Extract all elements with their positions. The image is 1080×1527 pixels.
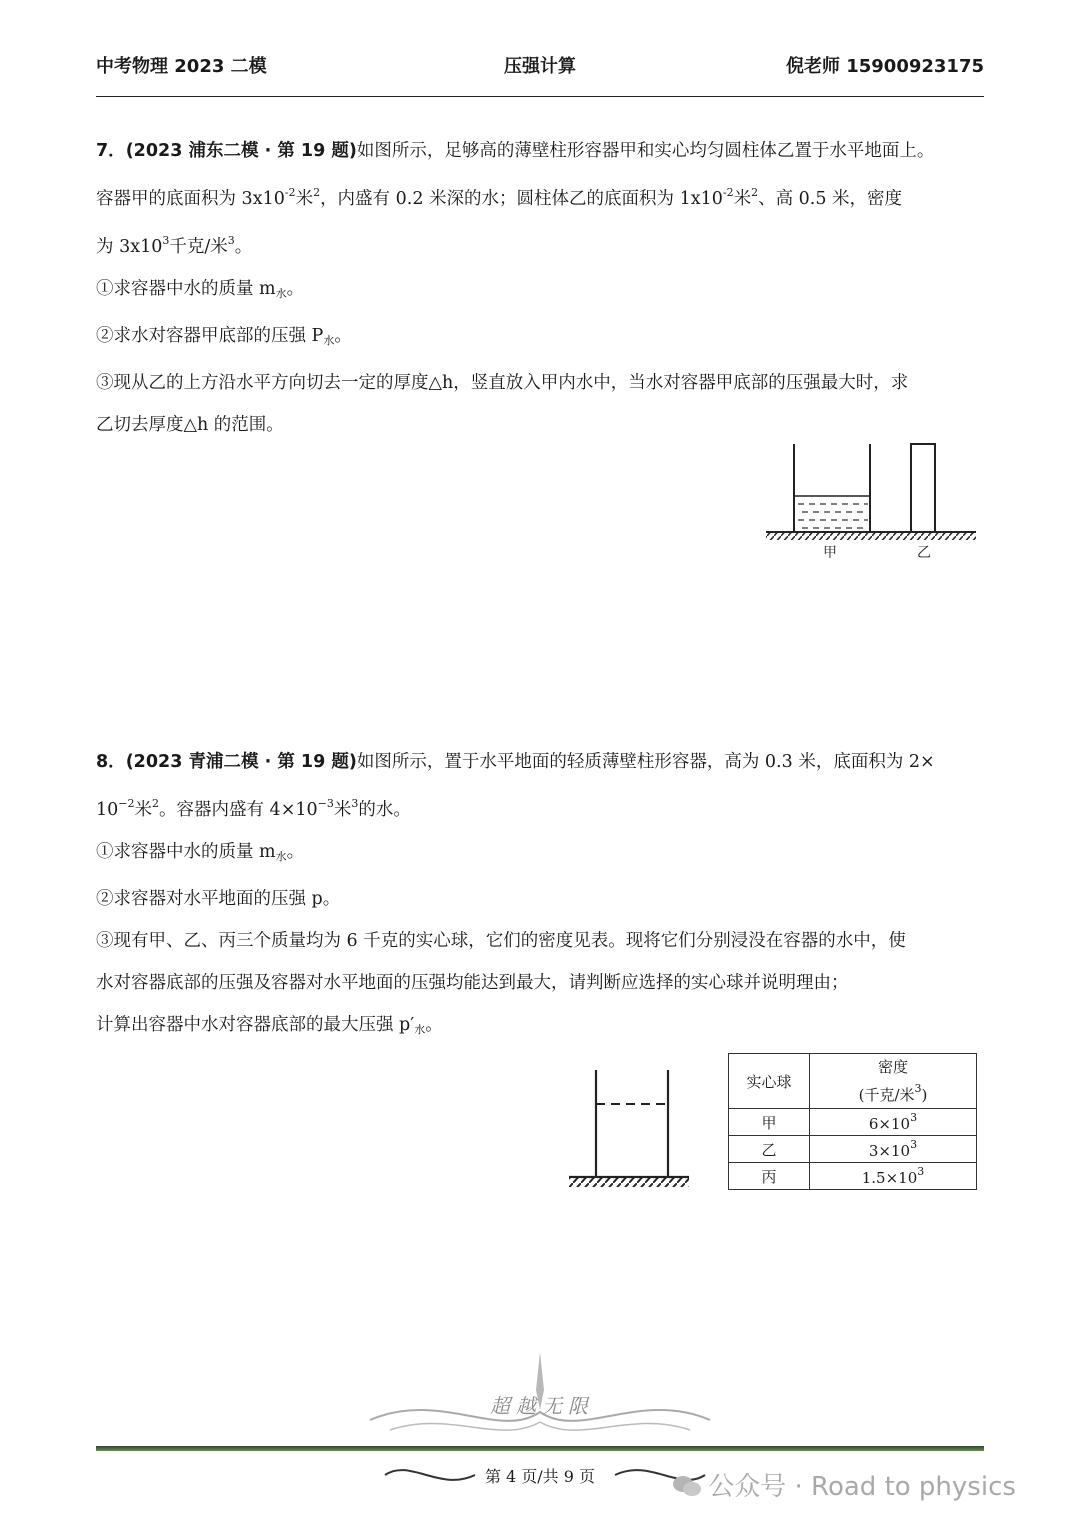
q8-l2-exp4: 3 bbox=[351, 797, 359, 810]
q8-p3c: 计算出容器中水对容器底部的最大压强 p′ bbox=[96, 1015, 415, 1035]
density-unit-end: ) bbox=[921, 1086, 928, 1104]
ball-density bbox=[810, 1163, 977, 1190]
q8-line-2 bbox=[96, 783, 986, 831]
header-teacher: 倪老师 15900923175 bbox=[785, 56, 984, 77]
ball-density bbox=[810, 1109, 977, 1136]
q8-l2a: 10 bbox=[96, 800, 119, 820]
footer-logo-text: 超越无限 bbox=[490, 1394, 594, 1418]
q7-l3a: 为 3x10 bbox=[96, 237, 163, 257]
q8-l2b: 米 bbox=[134, 800, 152, 820]
q8-line-1 bbox=[96, 741, 986, 783]
ball-name: 丙 bbox=[729, 1163, 810, 1190]
q7-p2-end: 。 bbox=[334, 326, 352, 346]
density-exp: 3 bbox=[910, 1138, 918, 1151]
q7-l3b: 千克/米 bbox=[169, 237, 228, 257]
q7-l3c: 。 bbox=[234, 237, 253, 257]
q7-line-2 bbox=[96, 172, 986, 220]
page-number: 第 4 页/共 9 页 bbox=[484, 1467, 596, 1486]
ball-name: 甲 bbox=[729, 1109, 810, 1136]
q7-p1: ①求容器中水的质量 m bbox=[96, 279, 276, 299]
density-unit-exp: 3 bbox=[914, 1082, 922, 1095]
q7-part-2 bbox=[96, 315, 986, 362]
q8-l2-exp2: 2 bbox=[152, 797, 159, 810]
q7-container-jia bbox=[794, 444, 870, 532]
table-row bbox=[729, 1136, 977, 1163]
q8-part-3a: ③现有甲、乙、丙三个质量均为 6 千克的实心球，它们的密度见表。现将它们分别浸没在容器的水中，使 bbox=[96, 931, 906, 951]
q8-part-3c bbox=[96, 1004, 986, 1051]
q7-l2c: ，内盛有 0.2 米深的水；圆柱体乙的底面积为 1x10 bbox=[320, 189, 723, 209]
q7-p2: ②求水对容器甲底部的压强 P bbox=[96, 326, 324, 346]
q7-l2a: 容器甲的底面积为 3x10 bbox=[96, 189, 285, 209]
density-unit: (千克/米 bbox=[858, 1086, 915, 1104]
table-header-ball: 实心球 bbox=[729, 1054, 810, 1109]
q8-text bbox=[96, 741, 986, 1051]
q8-part-2: ②求容器对水平地面的压强 p。 bbox=[96, 889, 341, 909]
q7-l3-exp1: 3 bbox=[162, 234, 170, 247]
q7-l2d: 米 bbox=[733, 189, 752, 209]
ball-name: 乙 bbox=[729, 1136, 810, 1163]
q7-p2-sub: 水 bbox=[323, 334, 335, 347]
table-row bbox=[729, 1163, 977, 1190]
q8-p3-sub: 水 bbox=[414, 1023, 426, 1036]
table-row bbox=[729, 1109, 977, 1136]
density-exp: 3 bbox=[917, 1165, 925, 1178]
density-header-l2 bbox=[810, 1078, 976, 1106]
q8-l2-exp3: −3 bbox=[317, 797, 334, 810]
q7-figure bbox=[760, 440, 990, 565]
q7-l3-exp2: 3 bbox=[227, 234, 235, 247]
header-divider bbox=[96, 96, 984, 97]
q7-l2-exp4: 2 bbox=[751, 186, 759, 199]
ball-density bbox=[810, 1136, 977, 1163]
q8-p1-sub: 水 bbox=[275, 850, 287, 863]
density-header-l1: 密度 bbox=[877, 1058, 908, 1076]
header-topic: 压强计算 bbox=[504, 56, 576, 77]
q7-line1-text: 如图所示，足够高的薄壁柱形容器甲和实心均匀圆柱体乙置于水平地面上。 bbox=[356, 141, 935, 161]
q8-figure bbox=[565, 1066, 695, 1190]
table-header-row bbox=[729, 1054, 977, 1109]
q7-line-3 bbox=[96, 220, 986, 268]
q8-part-3b: 水对容器底部的压强及容器对水平地面的压强均能达到最大，请判断应选择的实心球并说明理由； bbox=[96, 973, 849, 993]
q7-ground-hatch bbox=[766, 533, 976, 540]
q7-label-yi: 乙 bbox=[917, 545, 931, 561]
q7-part-3a: ③现从乙的上方沿水平方向切去一定的厚度△h，竖直放入甲内水中，当水对容器甲底部的压强最大时，求 bbox=[96, 373, 909, 393]
q7-p1-sub: 水 bbox=[275, 287, 287, 300]
q7-number: 7． bbox=[96, 141, 126, 161]
density-base: 6×10 bbox=[868, 1115, 911, 1133]
density-base: 1.5×10 bbox=[861, 1169, 918, 1187]
q8-l2c: 。容器内盛有 4×10 bbox=[159, 800, 318, 820]
q8-ground-hatch bbox=[569, 1178, 689, 1187]
q8-p1-end: 。 bbox=[286, 842, 305, 862]
q7-line-1 bbox=[96, 130, 986, 172]
q8-density-table bbox=[728, 1053, 977, 1190]
header-course: 中考物理 2023 二模 bbox=[96, 56, 267, 77]
q7-text bbox=[96, 130, 986, 446]
q7-l2-exp2: 2 bbox=[313, 186, 321, 199]
q7-l2e: 、高 0.5 米，密度 bbox=[758, 189, 903, 209]
watermark-text: 公众号 · Road to physics bbox=[708, 1472, 1016, 1502]
q8-p1: ①求容器中水的质量 m bbox=[96, 842, 276, 862]
watermark bbox=[672, 1466, 1016, 1503]
q8-line1-text: 如图所示，置于水平地面的轻质薄壁柱形容器，高为 0.3 米，底面积为 2× bbox=[356, 752, 935, 772]
q7-label-jia: 甲 bbox=[823, 545, 837, 561]
q7-source: (2023 浦东二模 · 第 19 题) bbox=[125, 141, 357, 161]
density-base: 3×10 bbox=[868, 1142, 911, 1160]
table-header-density bbox=[810, 1054, 977, 1109]
q8-l2-exp1: −2 bbox=[118, 797, 135, 810]
density-exp: 3 bbox=[910, 1111, 918, 1124]
q7-l2-exp1: -2 bbox=[284, 186, 296, 199]
q8-p3-end: 。 bbox=[425, 1015, 443, 1035]
page-header bbox=[96, 52, 984, 82]
q8-l2d: 米 bbox=[333, 800, 352, 820]
wechat-icon bbox=[672, 1474, 700, 1496]
q7-l2b: 米 bbox=[295, 189, 314, 209]
q7-l2-exp3: -2 bbox=[722, 186, 734, 199]
q8-l2e: 的水。 bbox=[358, 800, 411, 820]
q8-part-1 bbox=[96, 831, 986, 878]
q7-cylinder-yi bbox=[911, 444, 935, 532]
q7-p1-end: 。 bbox=[286, 279, 305, 299]
q8-number: 8． bbox=[96, 752, 126, 772]
footer-divider bbox=[96, 1446, 984, 1451]
q8-source: (2023 青浦二模 · 第 19 题) bbox=[125, 752, 357, 772]
q7-part-3b: 乙切去厚度△h 的范围。 bbox=[96, 415, 284, 435]
q7-part-1 bbox=[96, 268, 986, 315]
